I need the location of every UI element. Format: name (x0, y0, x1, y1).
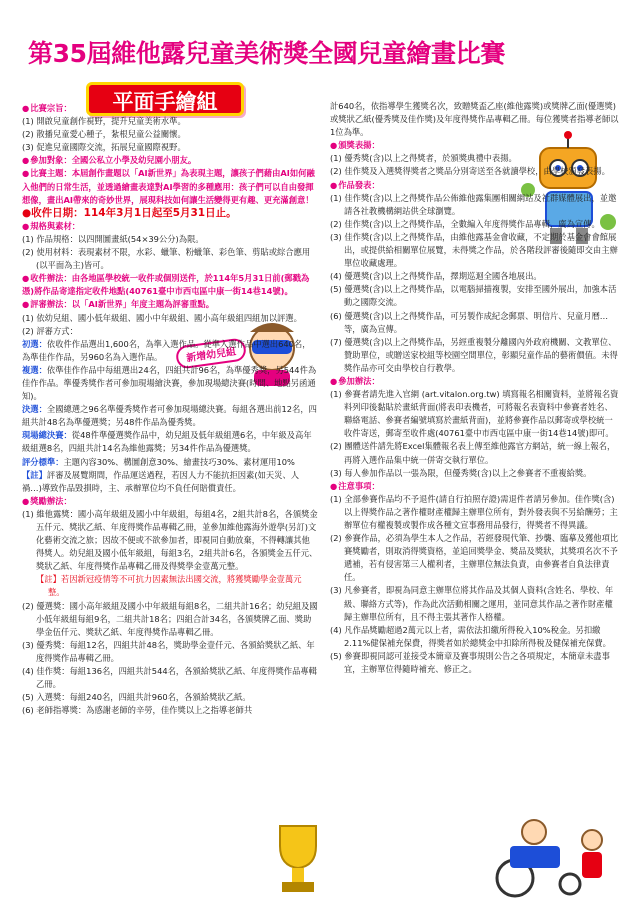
left-line-2: (2) 散播兒童愛心種子，紮根兒童公益關懷。 (22, 129, 186, 140)
category-badge: 平面手繪組 (86, 82, 244, 116)
right-column (330, 100, 620, 676)
left-line-14 (22, 338, 318, 364)
right-line-21: (5) 參賽即視同認可並接受本簡章及賽事規則公告之各項規定，本簡章未盡事宜，主辦單位得隨時補充、修正之。 (330, 650, 610, 675)
left-line-7: ● 規格與素材： (22, 220, 318, 233)
left-line-26: (5) 入選獎：每組240名，四組共計960名，各頒給獎狀乙紙。 (22, 692, 251, 703)
page-title: 第35屆維他露兒童美術獎全國兒童繪畫比賽 (28, 39, 505, 68)
right-line-16: ● 注意事項： (330, 480, 620, 493)
left-line-12: (1) 依幼兒組、國小低年級組、國小中年級組、國小高年級組四組加以評選。 (22, 312, 302, 323)
right-line-14: (2) 團體送件請先將Excel集體報名表上傳至維他露官方網站，統一線上報名，再將入選作品集中統一併寄交執行單位。 (330, 441, 616, 465)
left-line-15 (22, 364, 318, 403)
left-text-18: 主題內容30%、構圖創意30%、繪畫技巧30%、素材運用10% (63, 456, 295, 467)
left-line-27: (6) 老師指導獎：為感謝老師的辛勞，佳作獎以上之指導老師共 (22, 705, 253, 716)
right-line-11: (7) 優選獎(含)以上之得獎作品，另經重複製分離國內外政府機關、文教單位、贊助單位，或贈送家校組等校園空間單位，彰顯兒童作品的藝術價值。未得獎作品亦可交由學校自行教學。 (330, 336, 618, 373)
left-line-4: ● 參加對象：全國公私立小學及幼兒園小朋友。 (22, 154, 318, 167)
left-line-5: ● 比賽主題：本屆創作畫題以「AI新世界」為表現主題，讓孩子們藉由AI如何融入他們的日常生活，並透過繪畫表達對AI學習的多種應用：孩子們可以自由發揮想像，畫出AI帶來的奇妙世界，展現科技如何讓生活變得更有趣、更充滿創意！ (22, 167, 318, 206)
left-line-1: (1) 開啟兒童創作視野，提升兒童美術水準。 (22, 116, 186, 127)
right-line-9: (5) 優選獎(含)以上之得獎作品，以電腦掃描複製，安排至國外展出，加強本活動之國際交流。 (330, 284, 617, 308)
right-line-10: (6) 優選獎(含)以上之得獎作品，可另製作成紀念郵票、明信片、兒童月曆…等，廣為宣傳。 (330, 310, 609, 334)
right-line-15: (3) 每人參加作品以一張為限，但優秀獎(含)以上之參賽者不重複給獎。 (330, 467, 592, 478)
right-line-13: (1) 參賽者請先進入官網 (art.vitalon.org.tw) 填寫報名相關資料，並將報名資料列印後黏貼於畫紙背面(將表印表機者，可將報名表資料中參賽者姓名、聯絡電話、參賽者編號填寫於畫紙背面)，並將參賽作品以郵寄或學校統一收件寄送，郵寄至收件處(40761臺中市西屯區中康一街14巷14號)即可。 (330, 389, 619, 439)
right-line-2: (1) 優秀獎(含)以上之得獎者，於頒獎典禮中表揚。 (330, 153, 517, 164)
left-line-21: (1) 維他露獎：國小高年級組及國小中年級組，每組4名，2組共計8名，各頒獎金五仟元、獎狀乙紙、年度得獎作品專輯乙冊，並參加維他露海外遊學(另訂)文化藝術交流之旅；因故不便或不欲參加者，即視同自動放棄，不得轉讓其他得獎人。幼兒組及國小低年級組，每組3名，2組共計6名，各頒獎金五仟元、獎狀乙紙、年度得獎作品專輯乙冊及得獎學金壹萬元整。 (22, 508, 318, 572)
left-line-22: 【註】若因新冠疫情等不可抗力因素無法出國交流，將獲獎勵學金壹萬元整。 (36, 574, 302, 598)
left-line-17 (22, 429, 318, 455)
left-line-23: (2) 優選獎：國小高年級組及國小中年級組每組8名，二組共計16名；幼兒組及國小低年級組每組9名，二組共計18名；四組合計34名，各頒獎牌乙面、獎助學金伍仟元、獎狀乙紙、年度得獎作品專輯乙冊。 (22, 600, 318, 637)
right-line-17: (1) 全部參賽作品均不予退件(請自行拍照存證)需退件者請另參加。佳作獎(含)以上得獎作品之著作權財產權歸主辦單位所有，對外發表與不另給酬勞；主辦單位有權複製或製作成各種文宣事務用品發行，得獎者不得異議。 (330, 493, 618, 530)
left-line-16 (22, 403, 318, 429)
right-line-8: (4) 優選獎(含)以上之得獎作品，擇期巡迴全國各地展出。 (330, 271, 542, 282)
left-line-0: ● 比賽宗旨： (22, 102, 318, 115)
left-text-16: 全國總選之96名準優秀獎作者可參加現場總決賽。每組各選出前12名，四組共計48名為準優選獎；另48件作品為優秀獎。 (22, 404, 317, 428)
right-line-4: ● 作品發表： (330, 179, 620, 192)
new-category-sticker: 新增幼兒組 (175, 337, 248, 370)
left-line-8: (1) 作品規格：以四開圖畫紙(54×39公分)為限。 (22, 233, 204, 244)
right-line-7: (3) 佳作獎(含)以上之得獎作品，由維他露基金會收藏，不定期於基金會會館展出，或提供給相關單位展覽，未得獎之作品，於各階段評審後隨即交由主辦單位收藏處理。 (330, 231, 618, 269)
left-text-15: 依準佳作作品中每組選出24名，四組共計96名，為準優秀獎，另544件為佳作作品。準優秀獎作者可參加現場繪決賽，參加現場總決賽(時間、地點另函通知)。 (22, 364, 317, 402)
left-label-18: 評分標準： (22, 456, 64, 467)
left-text-14: 依收件作品選出1,600名，為準入選作品。從準入選作品中選出640名，為準佳作作品，另960名為入選作品。 (22, 338, 311, 362)
left-line-9: (2) 使用材料：表現素材不限，水彩、蠟筆、粉蠟筆、彩色筆、剪貼或綜合應用(以平面為主)皆可。 (22, 247, 311, 271)
left-line-6: ●收件日期：114年3月1日起至5月31日止。 (22, 206, 237, 219)
left-label-16: 決選： (22, 404, 47, 415)
trophy-illustration-icon (268, 820, 328, 900)
left-line-13: (2) 評審方式： (22, 325, 78, 336)
left-line-18 (22, 456, 318, 469)
left-line-19 (22, 469, 318, 495)
left-text-19: 評審及展覽期間，作品運送過程，若因人力不能抗拒因素(如天災、人禍…)導致作品毀損時，主、承辦單位均不負任何賠償責任。 (22, 469, 300, 493)
right-line-20: (4) 凡作品獎勵超過2萬元以上者，需依法扣繳所得稅入10%稅金。另扣繳2.11%健保補充保費，得獎者如於總獎金中扣除所得稅及健保補充保費。 (330, 624, 611, 648)
left-line-20: ● 獎勵辦法： (22, 495, 318, 508)
left-line-11: ● 評審辦法：以「AI新世界」年度主題為評審重點。 (22, 298, 318, 311)
left-line-25: (4) 佳作獎：每組136名，四組共計544名，各頒給獎狀乙紙、年度得獎作品專輯乙冊。 (22, 666, 317, 690)
left-text-17: 從48件準優選獎作品中，幼兒組及低年級組選6名，中年級及高年級組選8名，四組共計14名為維他露獎；另34件作品為優選獎。 (22, 430, 312, 454)
right-line-12: ● 參加辦法： (330, 375, 620, 388)
left-line-24: (3) 優秀獎：每組12名，四組共計48名，獎助學金壹仟元、各頒給獎狀乙紙、年度得獎作品專輯乙冊。 (22, 639, 315, 663)
left-column (22, 102, 318, 717)
right-line-1: ● 頒獎表揚： (330, 139, 620, 152)
right-line-5: (1) 佳作獎(含)以上之得獎作品公佈維他露集團相關網站及社群媒體展出，並邀請各社教機構網站供全球瀏覽。 (330, 192, 617, 216)
right-line-19: (3) 凡參賽者，即視為同意主辦單位將其作品及其個人資料(含姓名、學校、年級、聯絡方式等)，作為此次活動相關之運用，並同意其作品之著作財產權歸主辦單位所有，且不得主張其著作人格權。 (330, 585, 614, 622)
right-line-6: (2) 佳作獎(含)以上之得獎作品，全數編入年度得獎作品專輯，廣為宣傳。 (330, 218, 600, 229)
left-label-15: 複選： (22, 364, 47, 375)
left-label-14: 初選： (22, 338, 47, 349)
wheelchair-kids-illustration-icon (470, 810, 620, 900)
left-line-10: ● 收件辦法：由各地區學校統一收件或個別送件，於114年5月31日前(郵戳為憑)將作品寄達指定收件地點(40761臺中市西屯區中康一街14巷14號)。 (22, 272, 318, 298)
left-label-17: 現場總決賽： (22, 430, 72, 441)
right-line-18: (2) 參賽作品，必須為學生本人之作品，若經發現代筆、抄襲、臨摹及獲他項比賽獎勵者，則取消得獎資格，並追回獎學金、獎品及獎狀，其獎項名次不予遞補，若有侵害第三人權利者，主辦單位無法負責，由參賽者自負法律責任。 (330, 533, 619, 583)
left-label-19: 【註】 (22, 469, 47, 480)
right-line-0: 計640名，依指導學生獲獎名次，致贈獎盃乙座(維他露獎)或獎牌乙面(優選獎)或獎狀乙紙(優秀獎及佳作獎)及年度得獎作品專輯乙冊。每位獲獎者指導老師以1位為準。 (330, 101, 619, 138)
right-line-3: (2) 佳作獎及入選獎得獎者之獎品分別寄送至各就讀學校，由學校頒發表揚。 (330, 166, 610, 177)
left-line-3: (3) 促進兒童國際交流，拓展兒童國際視野。 (22, 142, 186, 153)
